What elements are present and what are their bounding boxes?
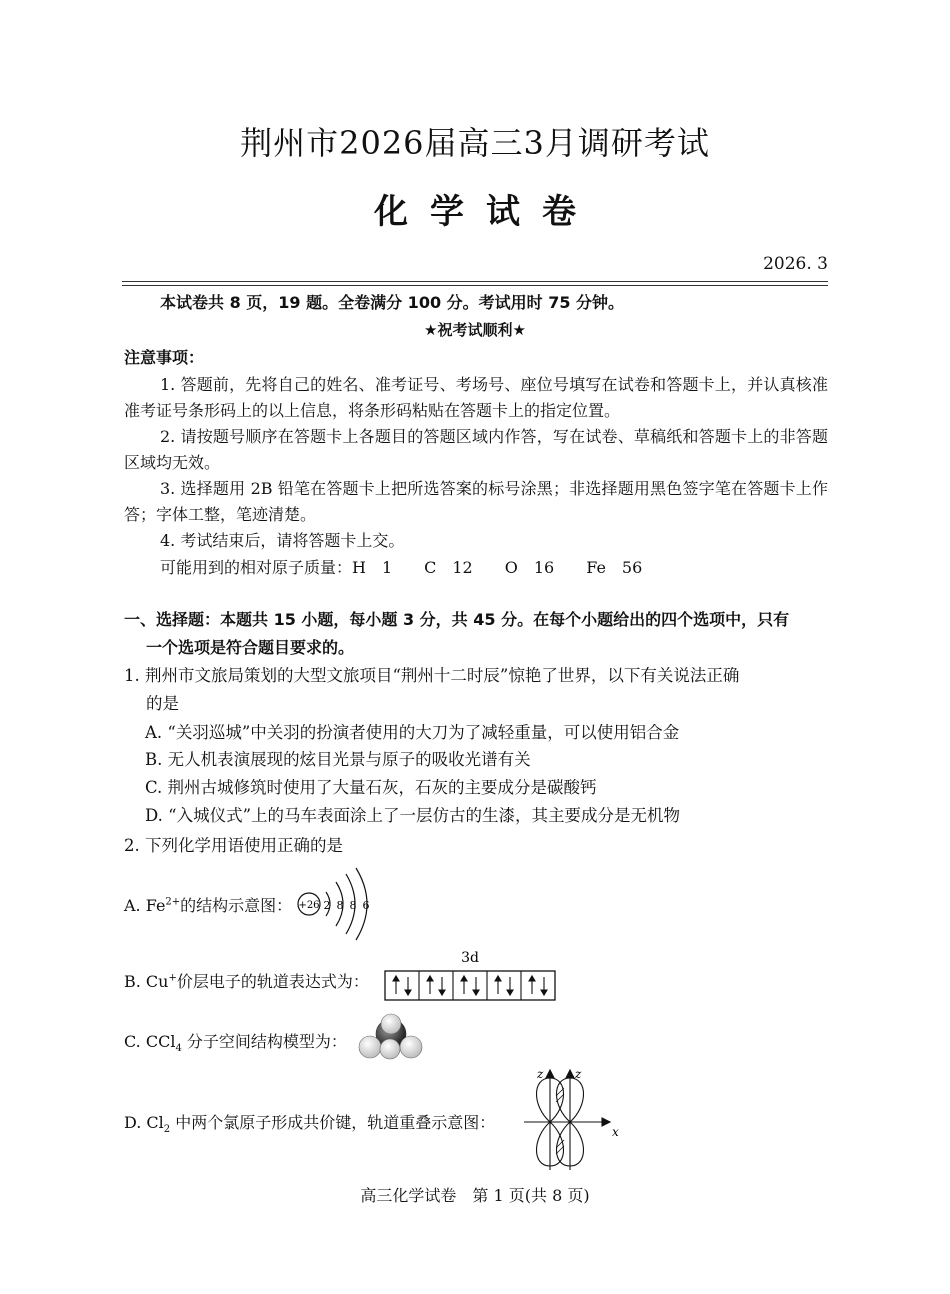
electron-pair — [495, 976, 513, 995]
option-c: C. 荆州古城修筑时使用了大量石灰，石灰的主要成分是碳酸钙 — [145, 778, 597, 797]
section-heading — [124, 606, 828, 662]
option-label: B. Cu — [124, 972, 169, 991]
q2-option-b — [124, 969, 369, 992]
chlorine-atom — [380, 1039, 400, 1059]
atomic-masses: 可能用到的相对原子质量：H 1 C 12 O 16 Fe 56 — [160, 558, 643, 577]
atom-structure-diagram — [294, 864, 384, 944]
orbital-boxes — [393, 971, 547, 1000]
exam-info: 本试卷共 8 页，19 题。全卷满分 100 分。考试用时 75 分钟。 — [160, 293, 625, 312]
option-text: 的结构示意图： — [180, 896, 293, 915]
electron-pair — [427, 976, 445, 995]
axis-label-x: x — [612, 1125, 619, 1139]
axis-label-z: z — [575, 1067, 582, 1081]
electron-pair — [393, 976, 411, 995]
notice-item: 4. 考试结束后，请将答题卡上交。 — [160, 531, 405, 550]
question-1-stem — [124, 662, 828, 718]
orbital-overlap-diagram — [524, 1066, 624, 1172]
orbital-box-frame — [385, 971, 555, 1000]
option-a: A. “关羽巡城”中关羽的扮演者使用的大刀为了减轻重量，可以使用铝合金 — [145, 723, 680, 742]
exam-title: 荆州市2026届高三3月调研考试 — [240, 124, 710, 162]
header-rule — [122, 285, 828, 286]
wish-text: ★祝考试顺利★ — [424, 321, 526, 339]
orbital-label: 3d — [461, 950, 479, 966]
option-label: A. Fe — [124, 896, 166, 915]
shell-electron-count: 8 — [336, 899, 344, 912]
option-text: 中两个氯原子形成共价键，轨道重叠示意图： — [170, 1113, 496, 1132]
nucleus-charge: +26 — [298, 900, 320, 911]
orbital-diagram — [382, 946, 558, 1006]
electron-pair — [461, 976, 479, 995]
shell-electron-count: 2 — [323, 899, 331, 912]
subject-title: 化学试卷 — [374, 192, 598, 232]
q2-option-a — [124, 893, 292, 916]
option-b: B. 无人机表演展现的炫目光景与原子的吸收光谱有关 — [145, 750, 531, 769]
notice-item: 3. 选择题用 2B 铅笔在答题卡上把所选答案的标号涂黑；非选择题用黑色签字笔在答题卡上作答；字体工整，笔迹清楚。 — [124, 479, 828, 524]
chlorine-atom — [381, 1014, 401, 1034]
electron-pair — [529, 976, 547, 995]
section-heading-line: 一、选择题：本题共 15 小题，每小题 3 分，共 45 分。在每个小题给出的四个选项中，只有 — [124, 610, 790, 629]
question-stem-line: 的是 — [146, 694, 179, 713]
page-footer: 高三化学试卷 第 1 页(共 8 页) — [360, 1186, 590, 1205]
notice-item: 1. 答题前，先将自己的姓名、准考证号、考场号、座位号填写在试卷和答题卡上，并认真核准准考证号条形码上的以上信息，将条形码粘贴在答题卡上的指定位置。 — [124, 375, 828, 420]
option-label: C. CCl — [124, 1032, 176, 1051]
notice-item: 2. 请按题号顺序在答题卡上各题目的答题区域内作答，写在试卷、草稿纸和答题卡上的非答题区域均无效。 — [124, 427, 828, 472]
q2-option-c — [124, 1029, 347, 1054]
ion-charge: 2+ — [165, 896, 181, 908]
ccl4-space-filling-model — [356, 1013, 426, 1061]
chlorine-atom — [359, 1036, 381, 1058]
option-text: 分子空间结构模型为： — [181, 1032, 347, 1051]
axis-label-z: z — [537, 1067, 544, 1081]
shell-electron-count: 8 — [349, 899, 357, 912]
notice-title: 注意事项： — [124, 348, 205, 367]
option-d: D. “入城仪式”上的马车表面涂上了一层仿古的生漆，其主要成分是无机物 — [145, 806, 681, 825]
ion-charge: + — [168, 972, 177, 984]
shell-electron-count: 6 — [362, 899, 370, 912]
question-stem-line: 1. 荆州市文旅局策划的大型文旅项目“荆州十二时辰”惊艳了世界，以下有关说法正确 — [124, 666, 740, 685]
exam-date: 2026. 3 — [763, 254, 828, 274]
q2-option-d — [124, 1110, 495, 1135]
header-rule — [122, 281, 828, 282]
subscript: 4 — [175, 1043, 182, 1055]
question-2-stem: 2. 下列化学用语使用正确的是 — [124, 836, 343, 855]
option-label: D. Cl — [124, 1113, 164, 1132]
chlorine-atom — [400, 1036, 422, 1058]
subscript: 2 — [163, 1124, 171, 1136]
option-text: 价层电子的轨道表达式为： — [176, 972, 369, 991]
section-heading-line: 一个选项是符合题目要求的。 — [146, 638, 355, 657]
